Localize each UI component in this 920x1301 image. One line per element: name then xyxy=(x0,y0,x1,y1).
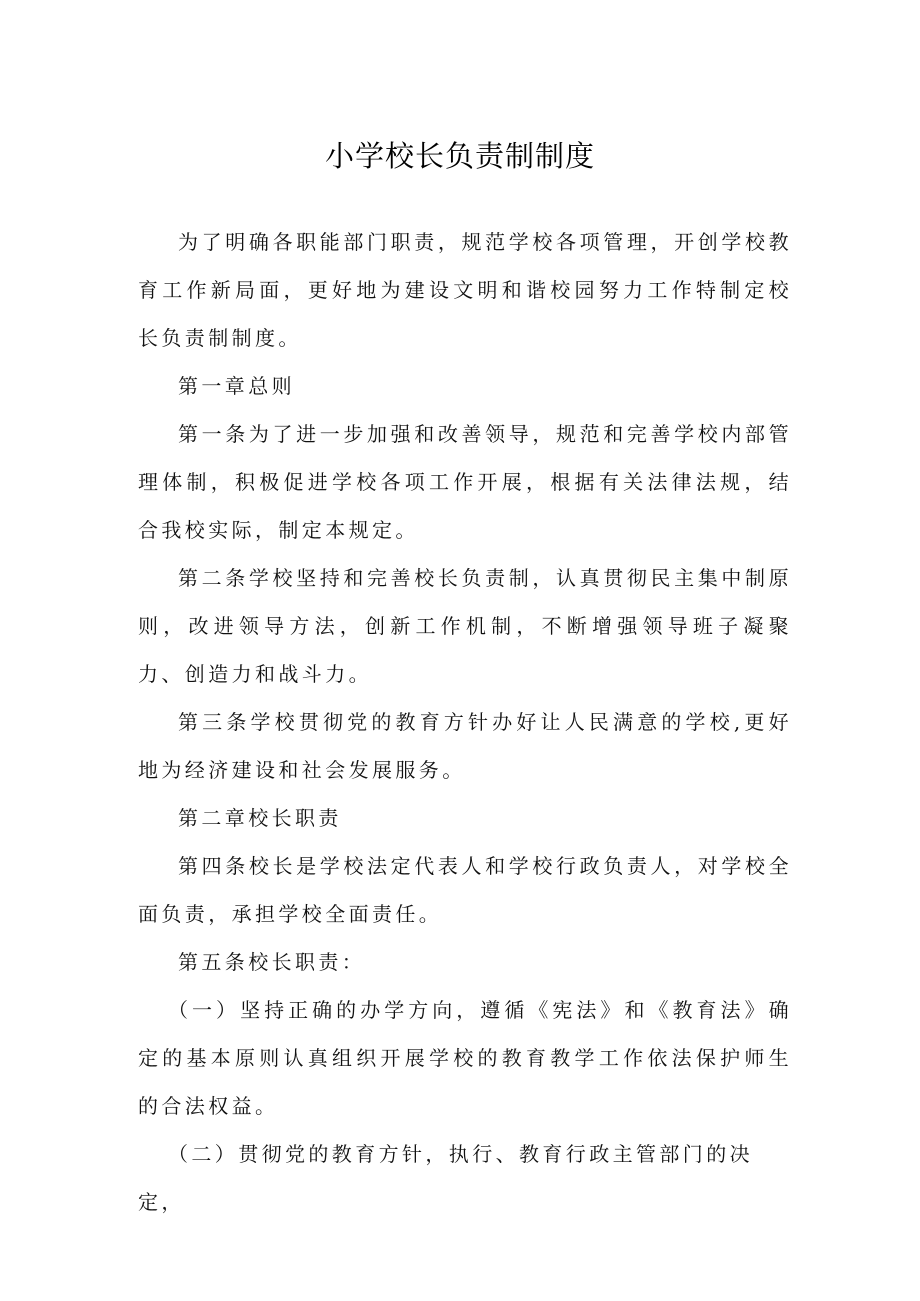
chapter-heading-2: 第二章校长职责 xyxy=(178,806,342,830)
article-5-item-1: （一）坚持正确的办学方向，遵循《宪法》和《教育法》确定的基本原则认真组织开展学校的教育教学工作依法保护师生的合法权益。 xyxy=(138,998,792,1118)
article-2: 第二条学校坚持和完善校长负责制，认真贯彻民主集中制原则，改进领导方法，创新工作机制，不断增强领导班子凝聚力、创造力和战斗力。 xyxy=(138,566,792,686)
document-title: 小学校长负责制制度 xyxy=(324,139,595,173)
article-5-item-2: （二）贯彻党的教育方针，执行、教育行政主管部门的决定， xyxy=(138,1142,753,1214)
article-4: 第四条校长是学校法定代表人和学校行政负责人，对学校全面负责，承担学校全面责任。 xyxy=(138,854,792,926)
document-body xyxy=(138,218,792,1226)
article-5: 第五条校长职责： xyxy=(178,950,366,974)
article-1: 第一条为了进一步加强和改善领导，规范和完善学校内部管理体制，积极促进学校各项工作开展，根据有关法律法规，结合我校实际，制定本规定。 xyxy=(138,422,792,542)
article-3: 第三条学校贯彻党的教育方针办好让人民满意的学校,更好地为经济建设和社会发展服务。 xyxy=(138,710,792,782)
paragraph-intro: 为了明确各职能部门职责，规范学校各项管理，开创学校教育工作新局面，更好地为建设文明和谐校园努力工作特制定校长负责制制度。 xyxy=(138,230,792,350)
chapter-heading-1: 第一章总则 xyxy=(178,374,295,398)
